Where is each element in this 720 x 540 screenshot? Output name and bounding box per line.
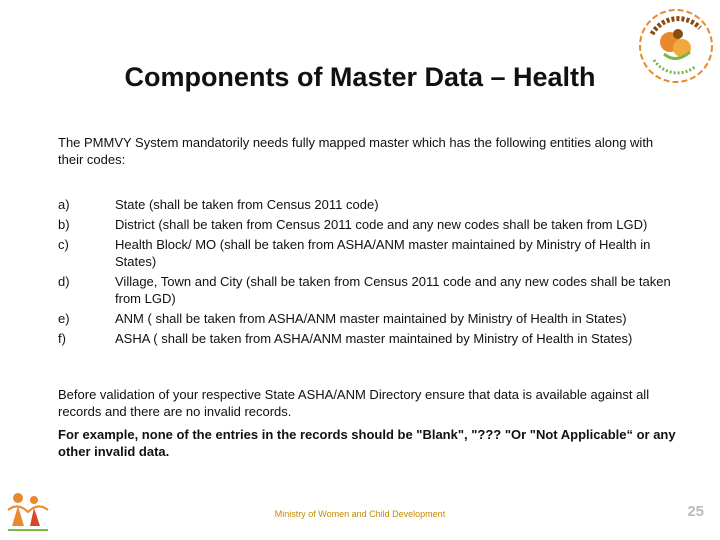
list-item-text: ASHA ( shall be taken from ASHA/ANM master maintained by Ministry of Health in States) xyxy=(115,331,633,346)
list-item xyxy=(58,330,678,347)
list-item xyxy=(58,236,678,270)
list-item-text: District (shall be taken from Census 2011 code and any new codes shall be taken from LGD) xyxy=(115,217,648,232)
entity-list xyxy=(58,196,678,350)
list-item xyxy=(58,273,678,307)
intro-text: The PMMVY System mandatorily needs fully mapped master which has the following entities along with their codes: xyxy=(58,135,654,167)
example-paragraph: For example, none of the entries in the records should be "Blank", "??? "Or "Not Applicable“ or any other invalid data. xyxy=(58,427,676,459)
list-item-text: ANM ( shall be taken from ASHA/ANM master maintained by Ministry of Health in States) xyxy=(115,311,627,326)
footer-text: Ministry of Women and Child Development xyxy=(274,509,446,519)
validation-paragraph: Before validation of your respective State ASHA/ANM Directory ensure that data is available against all records and there are no invalid records. xyxy=(58,387,650,419)
list-marker: c) xyxy=(58,237,69,252)
list-marker: f) xyxy=(58,331,66,346)
list-item-text: Village, Town and City (shall be taken from Census 2011 code and any new codes shall be taken from LGD) xyxy=(115,274,671,306)
list-marker: d) xyxy=(58,274,70,289)
list-marker: b) xyxy=(58,217,70,232)
list-item-text: State (shall be taken from Census 2011 code) xyxy=(115,197,379,212)
list-item-text: Health Block/ MO (shall be taken from ASHA/ANM master maintained by Ministry of Health in States) xyxy=(115,237,651,269)
family-logo-icon xyxy=(4,486,52,534)
page-number: 25 xyxy=(687,503,704,520)
slide-title: Components of Master Data – Health xyxy=(124,62,596,92)
list-marker: e) xyxy=(58,311,70,326)
list-item xyxy=(58,216,678,233)
list-marker: a) xyxy=(58,197,70,212)
list-item xyxy=(58,196,678,213)
list-item xyxy=(58,310,678,327)
